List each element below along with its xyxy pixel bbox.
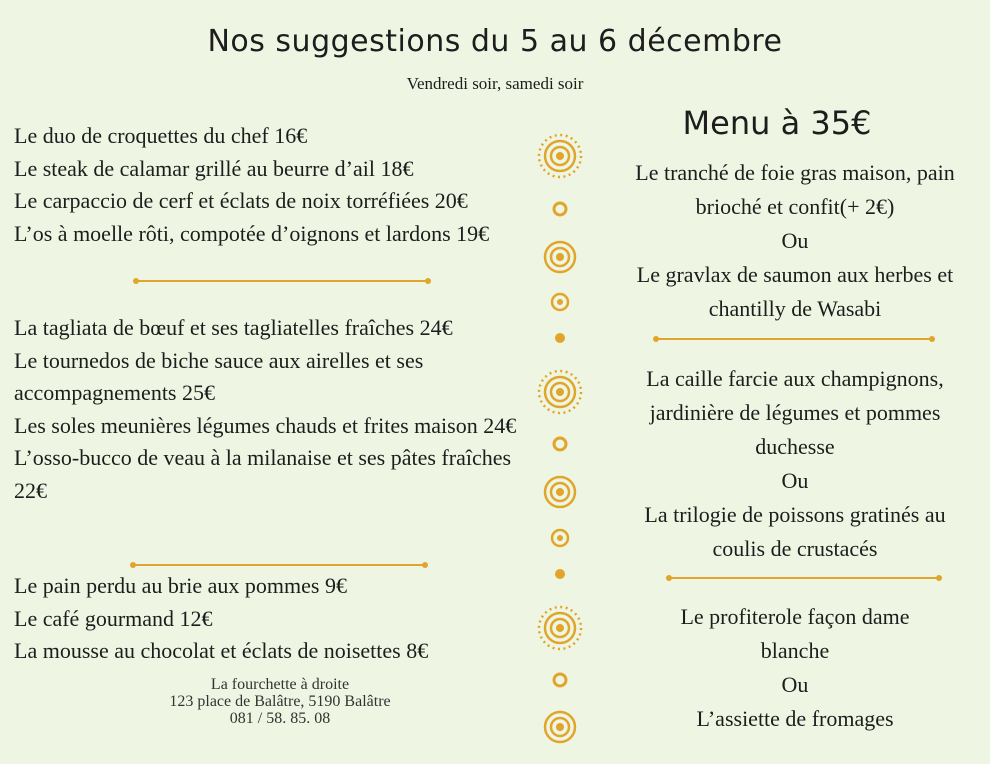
- ring-icon: [554, 203, 566, 215]
- page-title: Nos suggestions du 5 au 6 décembre: [207, 24, 783, 59]
- dot-icon: [555, 333, 565, 343]
- section-divider: [656, 338, 932, 340]
- target-small-icon: [552, 530, 568, 546]
- section-divider: [136, 280, 428, 282]
- target-small-icon: [552, 294, 568, 310]
- menu-dessert-b: L’assiette de fromages: [696, 706, 894, 731]
- starters-list: [14, 120, 554, 250]
- menu-starter-a: Le tranché de foie gras maison, pain brioché et confit(+ 2€): [635, 160, 955, 219]
- menu-starter-b: Le gravlax de saumon aux herbes et chantilly de Wasabi: [636, 262, 954, 321]
- list-item: La mousse au chocolat et éclats de noisettes 8€: [14, 638, 429, 663]
- menu-starters: [600, 156, 990, 326]
- menu-or: Ou: [781, 672, 809, 697]
- list-item: Les soles meunières légumes chauds et frites maison 24€: [14, 412, 517, 438]
- list-item: Le café gourmand 12€: [14, 605, 213, 631]
- menu-dessert-a: Le profiterole façon dame blanche: [680, 604, 910, 663]
- menu-main-a: La caille farcie aux champignons, jardinière de légumes et pommes duchesse: [646, 366, 944, 459]
- page-subtitle: Vendredi soir, samedi soir: [406, 74, 584, 93]
- mains-list: [14, 312, 554, 507]
- restaurant-info: [130, 676, 430, 727]
- target-icon: [545, 712, 575, 742]
- menu-mains: [600, 362, 990, 566]
- dot-icon: [555, 569, 565, 579]
- section-divider: [669, 577, 939, 579]
- ring-icon: [554, 674, 566, 686]
- list-item: Le tournedos de biche sauce aux airelles et ses accompagnements 25€: [14, 347, 424, 405]
- sun-ornament-icon: [539, 371, 581, 413]
- sun-ornament-icon: [539, 135, 581, 177]
- menu-desserts: [600, 600, 990, 736]
- menu-or: Ou: [781, 468, 809, 493]
- sun-ornament-icon: [539, 607, 581, 649]
- section-divider: [133, 564, 425, 566]
- target-icon: [545, 242, 575, 272]
- target-icon: [545, 477, 575, 507]
- list-item: Le steak de calamar grillé au beurre d’ail 18€: [14, 155, 414, 181]
- menu-title: Menu à 35€: [682, 104, 872, 142]
- desserts-list: [14, 570, 554, 668]
- list-item: L’os à moelle rôti, compotée d’oignons et lardons 19€: [14, 220, 490, 246]
- list-item: L’osso-bucco de veau à la milanaise et ses pâtes fraîches 22€: [14, 445, 512, 503]
- restaurant-phone: 081 / 58. 85. 08: [229, 710, 331, 727]
- restaurant-name: La fourchette à droite: [210, 676, 350, 693]
- list-item: La tagliata de bœuf et ses tagliatelles fraîches 24€: [14, 315, 453, 340]
- list-item: Le duo de croquettes du chef 16€: [14, 123, 308, 148]
- list-item: Le carpaccio de cerf et éclats de noix torréfiées 20€: [14, 188, 468, 213]
- decorative-circles: [530, 120, 590, 760]
- restaurant-address: 123 place de Balâtre, 5190 Balâtre: [169, 693, 391, 710]
- menu-main-b: La trilogie de poissons gratinés au coulis de crustacés: [644, 502, 946, 561]
- list-item: Le pain perdu au brie aux pommes 9€: [14, 573, 347, 598]
- ring-icon: [554, 438, 566, 450]
- menu-or: Ou: [781, 228, 809, 253]
